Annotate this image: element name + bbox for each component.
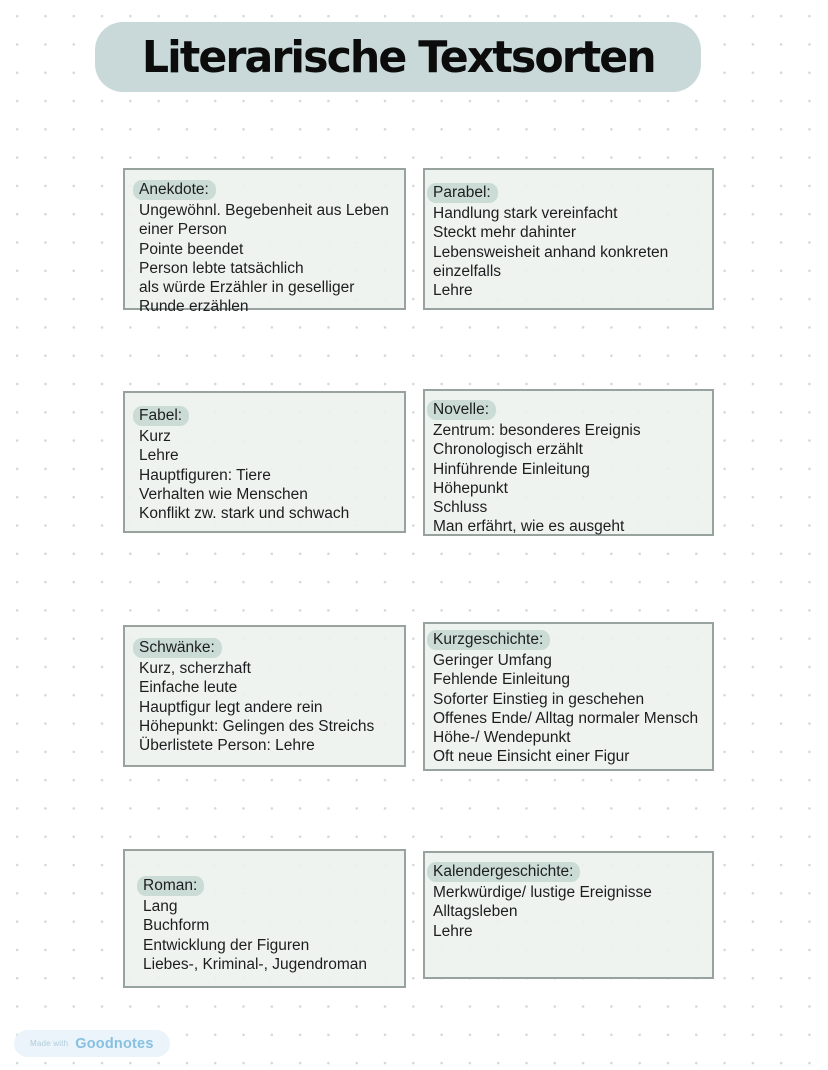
- page-title: [95, 22, 701, 92]
- note-line: Kurz: [139, 428, 171, 445]
- box-heading: Schwänke:: [133, 638, 222, 658]
- note-line: Höhepunkt: Gelingen des Streichs: [139, 717, 375, 735]
- box-heading: Fabel:: [133, 406, 189, 426]
- note-line: Einfache leute: [139, 679, 238, 697]
- note-line: Soforter Einstieg in geschehen: [433, 690, 645, 708]
- box-lines: [433, 421, 708, 537]
- box-heading: Anekdote:: [133, 180, 216, 200]
- note-line: Ungewöhnl. Begebenheit aus Leben: [139, 202, 389, 219]
- note-line: Handlung stark vereinfacht: [433, 205, 618, 222]
- note-line: Offenes Ende/ Alltag normaler Mensch: [433, 709, 699, 727]
- box-lines: [139, 659, 398, 755]
- box-heading: Roman:: [137, 876, 204, 896]
- note-line: Oft neue Einsicht einer Figur: [433, 748, 630, 766]
- note-line: Kurz, scherzhaft: [139, 660, 251, 677]
- note-line: Fehlende Einleitung: [433, 671, 571, 689]
- box-heading: Novelle:: [427, 400, 496, 420]
- note-line: Lehre: [433, 282, 473, 300]
- note-line: Hinführende Einleitung: [433, 460, 590, 478]
- note-box-roman: [123, 849, 406, 988]
- note-line: Hauptfiguren: Tiere: [139, 466, 271, 484]
- note-line: Schluss: [433, 499, 488, 517]
- box-lines: [139, 427, 398, 523]
- note-line: Alltagsleben: [433, 903, 518, 921]
- note-line: Steckt mehr dahinter: [433, 224, 577, 242]
- note-box-kalendergeschichte: [423, 851, 714, 979]
- box-lines: [433, 883, 708, 941]
- box-lines: [433, 204, 708, 300]
- note-line: Lebensweisheit anhand konkreten: [433, 243, 669, 261]
- note-box-parabel: [423, 168, 714, 310]
- box-heading: Kalendergeschichte:: [427, 862, 580, 882]
- note-line: einer Person: [139, 221, 227, 239]
- note-box-kurzgeschichte: [423, 622, 714, 771]
- note-box-anekdote: [123, 168, 406, 316]
- note-line: Person lebte tatsächlich: [139, 259, 304, 277]
- note-line: Liebes-, Kriminal-, Jugendroman: [143, 955, 367, 973]
- note-line: einzelfalls: [433, 262, 502, 280]
- note-box-novelle: [423, 389, 714, 536]
- note-line: Lang: [143, 898, 178, 915]
- note-line: Runde erzählen: [139, 298, 249, 316]
- note-line: als würde Erzähler in geselliger: [139, 279, 355, 297]
- box-heading: Kurzgeschichte:: [427, 630, 550, 650]
- note-line: Lehre: [139, 447, 179, 465]
- box-lines: [139, 201, 398, 317]
- note-line: Höhe-/ Wendepunkt: [433, 729, 571, 747]
- note-box-fabel: [123, 391, 406, 533]
- note-line: Man erfährt, wie es ausgeht: [433, 518, 625, 536]
- note-line: Höhepunkt: [433, 479, 508, 497]
- box-heading: Parabel:: [427, 183, 498, 203]
- box-lines: [143, 897, 398, 974]
- note-line: Buchform: [143, 917, 210, 935]
- goodnotes-badge-label: Made with: [30, 1039, 69, 1048]
- note-box-schwaenke: [123, 625, 406, 767]
- note-line: Lehre: [433, 922, 473, 940]
- note-line: Merkwürdige/ lustige Ereignisse: [433, 884, 652, 901]
- note-line: Verhalten wie Menschen: [139, 485, 308, 503]
- note-line: Zentrum: besonderes Ereignis: [433, 422, 641, 439]
- box-lines: [433, 651, 708, 767]
- note-line: Entwicklung der Figuren: [143, 936, 310, 954]
- note-line: Geringer Umfang: [433, 652, 552, 669]
- note-line: Pointe beendet: [139, 240, 244, 258]
- note-line: Chronologisch erzählt: [433, 441, 583, 459]
- page-title-text: Literarische Textsorten: [141, 31, 655, 83]
- note-line: Überlistete Person: Lehre: [139, 737, 315, 755]
- goodnotes-badge[interactable]: [14, 1030, 170, 1057]
- note-line: Hauptfigur legt andere rein: [139, 698, 323, 716]
- note-line: Konflikt zw. stark und schwach: [139, 505, 350, 523]
- goodnotes-logo: Goodnotes: [75, 1035, 154, 1052]
